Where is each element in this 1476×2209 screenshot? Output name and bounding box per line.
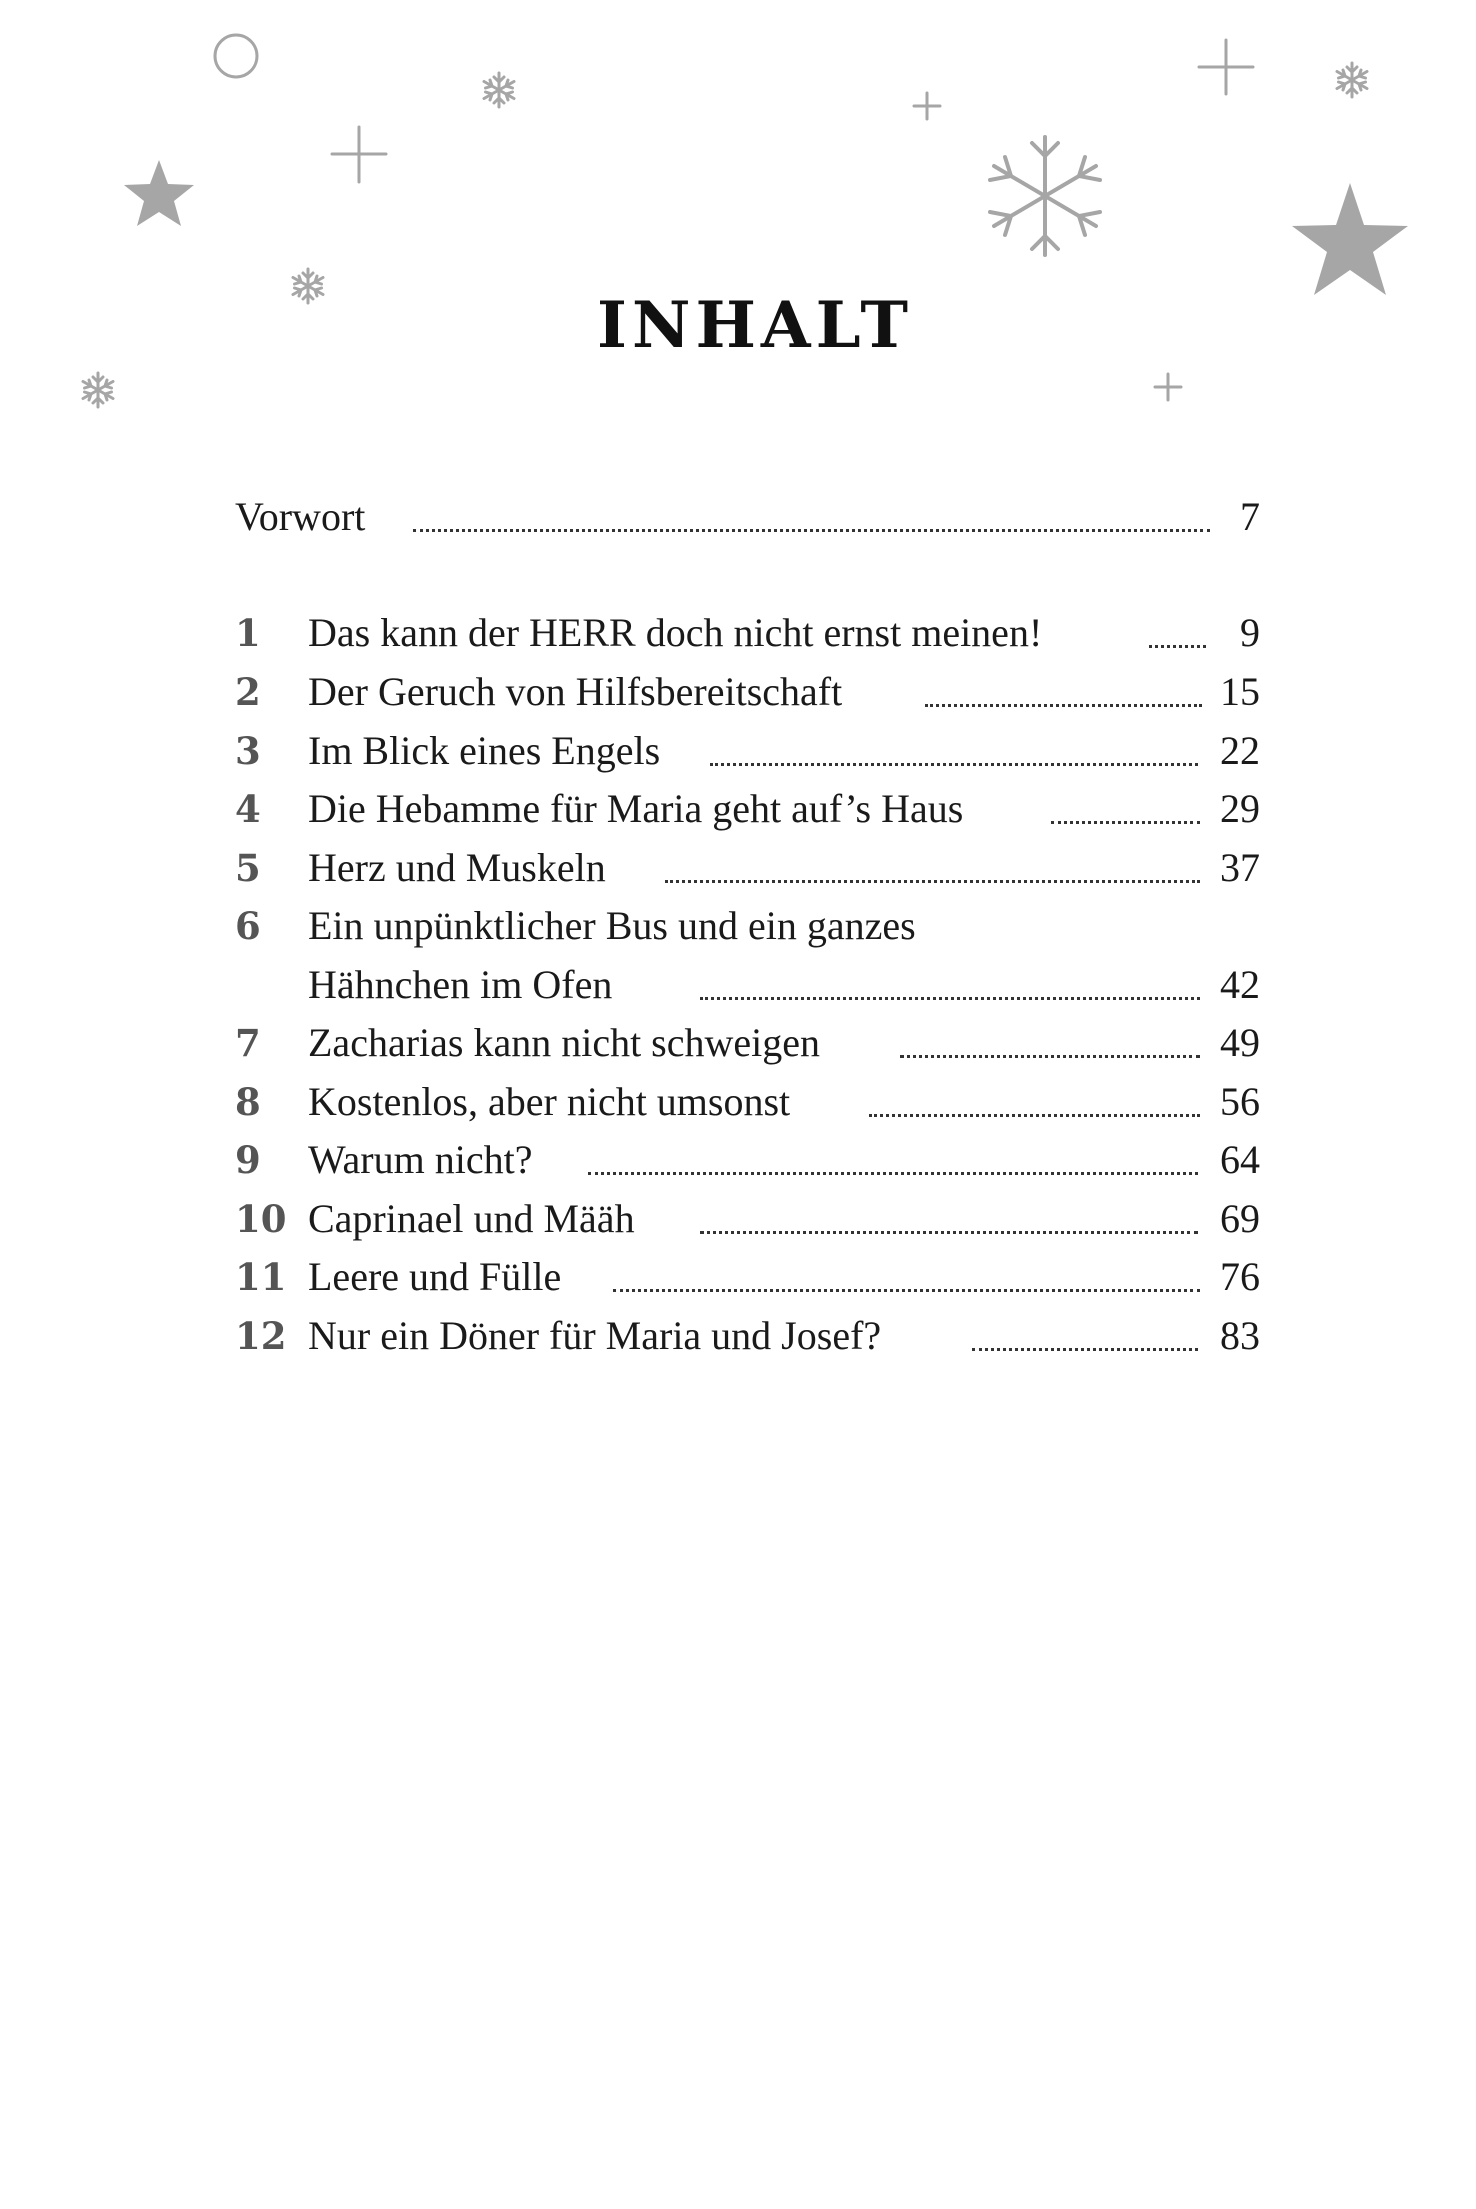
toc-entry [235, 726, 1260, 776]
plus-ornament-icon [914, 93, 940, 119]
dot-leader [665, 880, 1200, 883]
toc-entry-title: Hähnchen im Ofen [308, 962, 613, 1007]
toc-entry-title: Zacharias kann nicht schweigen [308, 1020, 821, 1065]
toc-entry [235, 608, 1260, 658]
toc-entry-page: 29 [1220, 786, 1260, 831]
toc-entry [235, 1018, 1260, 1068]
chapter-number: 11 [235, 1255, 287, 1299]
toc-entry-page: 83 [1220, 1313, 1260, 1358]
toc-entry-title: Das kann der HERR doch nicht ernst meinen! [308, 610, 1043, 655]
star-small-icon [124, 160, 194, 226]
toc-entry-page: 69 [1220, 1196, 1260, 1241]
snowflake-icon [484, 73, 514, 107]
toc-entry-page: 64 [1220, 1137, 1260, 1182]
toc-entry [235, 784, 1260, 834]
toc-entry-page: 42 [1220, 962, 1260, 1007]
toc-entry-page: 56 [1220, 1079, 1260, 1124]
toc-entry [235, 667, 1260, 717]
toc-entry-title: Die Hebamme für Maria geht auf’s Haus [308, 786, 964, 831]
chapter-number: 10 [235, 1197, 287, 1241]
plus-ornament-icon [1155, 374, 1181, 400]
toc-entry-vorwort [235, 492, 1260, 542]
dot-leader [925, 704, 1202, 707]
toc-entry-title: Herz und Muskeln [308, 845, 606, 890]
chapter-number: 4 [235, 787, 261, 831]
chapter-number: 9 [235, 1138, 261, 1182]
toc-entry [235, 1311, 1260, 1361]
chapter-number: 7 [235, 1021, 261, 1065]
dot-leader [710, 763, 1198, 766]
toc-entry [235, 1194, 1260, 1244]
chapter-number: 5 [235, 846, 261, 890]
toc-entry-page: 9 [1240, 610, 1260, 655]
toc-entry-page: 22 [1220, 728, 1260, 773]
dot-leader [700, 997, 1200, 1000]
dot-leader [413, 529, 1210, 532]
toc-entry-page: 76 [1220, 1254, 1260, 1299]
dot-leader [1051, 821, 1200, 824]
plus-ornament-icon [332, 127, 386, 182]
circle-ornament-icon [215, 35, 257, 77]
dot-leader [613, 1289, 1200, 1292]
toc-entry-page: 37 [1220, 845, 1260, 890]
chapter-number: 1 [235, 611, 261, 655]
toc-entry-page: 7 [1240, 494, 1260, 539]
chapter-number: 6 [235, 904, 261, 948]
snowflake-icon [83, 373, 113, 407]
chapter-number: 2 [235, 670, 261, 714]
toc-entry-title: Leere und Fülle [308, 1254, 562, 1299]
toc-entry-title: Warum nicht? [308, 1137, 533, 1182]
plus-ornament-icon [1199, 40, 1253, 94]
chapter-number: 12 [235, 1314, 287, 1358]
toc-entry [235, 843, 1260, 893]
dot-leader [869, 1114, 1200, 1117]
toc-entry-title: Ein unpünktlicher Bus und ein ganzes [308, 903, 916, 948]
toc-entry-title: Caprinael und Määh [308, 1196, 635, 1241]
dot-leader [900, 1055, 1200, 1058]
dot-leader [972, 1348, 1198, 1351]
chapter-number: 3 [235, 729, 261, 773]
toc-entry-title: Kostenlos, aber nicht umsonst [308, 1079, 791, 1124]
toc-entry-title: Vorwort [235, 494, 366, 539]
snowflake-icon [1337, 63, 1367, 97]
toc-entry-continuation [235, 960, 1260, 1010]
page-title: INHALT [597, 288, 913, 363]
toc-entry-page: 49 [1220, 1020, 1260, 1065]
toc-entry-title: Im Blick eines Engels [308, 728, 661, 773]
toc-entry [235, 1077, 1260, 1127]
toc-entry-title: Der Geruch von Hilfsbereitschaft [308, 669, 843, 714]
dot-leader [700, 1231, 1198, 1234]
star-large-icon [1292, 183, 1408, 295]
dot-leader [588, 1172, 1198, 1175]
toc-entry-title: Nur ein Döner für Maria und Josef? [308, 1313, 882, 1358]
toc-entry-page: 15 [1220, 669, 1260, 714]
chapter-number: 8 [235, 1080, 261, 1124]
toc-entry [235, 901, 1260, 951]
toc-entry [235, 1252, 1260, 1302]
toc-entry [235, 1135, 1260, 1185]
winter-ornaments [0, 0, 1476, 460]
snowflake-large-icon [990, 137, 1100, 255]
